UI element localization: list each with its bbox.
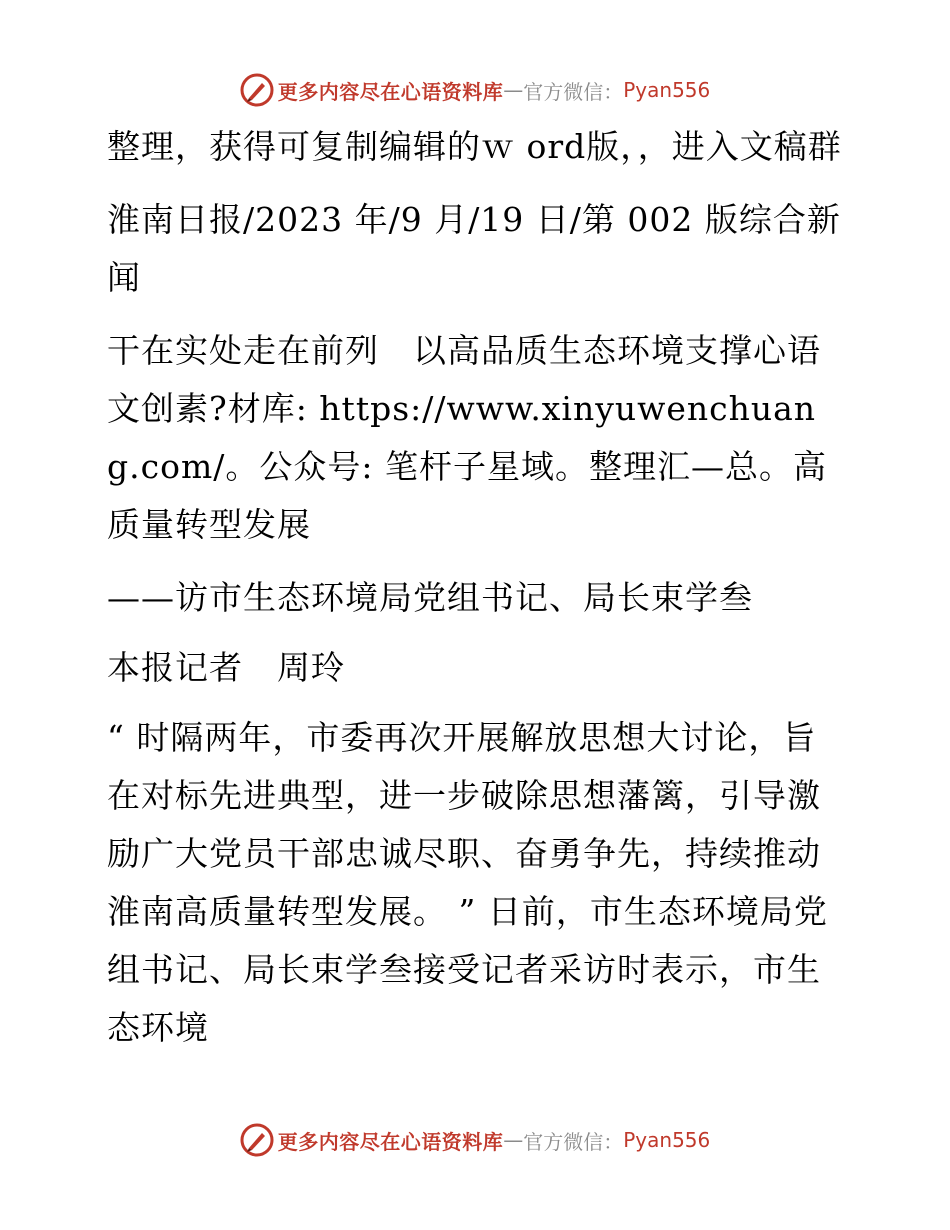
wechat-label: 官方微信：: [523, 1129, 624, 1154]
footer-watermark-banner: [0, 1120, 950, 1160]
site-name: 更多内容尽在心语资料库: [277, 1129, 504, 1154]
paragraph-headline: 干在实处走在前列 以高品质生态环境支撑心语文创素?材库: https://www.xinyuwenchuang.com/。公众号: 笔杆子星域。整理汇—总。高质量转型发展: [107, 331, 827, 544]
paragraph-notice: 整理，获得可复制编辑的ｗ ord版，，进入文稿群: [107, 127, 842, 166]
banner-separator: —: [503, 78, 524, 102]
header-watermark-banner: [0, 70, 950, 110]
pen-logo-icon: [240, 1123, 274, 1157]
document-body: [97, 118, 849, 1072]
pen-logo-icon: [240, 73, 274, 107]
site-name: 更多内容尽在心语资料库: [277, 79, 504, 104]
paragraph-body: “ 时隔两年，市委再次开展解放思想大讨论，旨在对标先进典型，进一步破除思想藩篱，引导激励广大党员干部忠诚尽职、奋勇争先，持续推动淮南高质量转型发展。 ” 日前，市生态环境局党组书记、局长束学叁接受记者采访时表示，市生态环境: [107, 718, 828, 1047]
paragraph-subtitle: ——访市生态环境局党组书记、局长束学叁: [107, 578, 753, 617]
wechat-account: Pyan556: [623, 78, 711, 102]
paragraph-byline: 本报记者 周玲: [107, 648, 345, 687]
paragraph-source: 淮南日报/2023 年/9 月/19 日/第 002 版综合新闻: [107, 200, 841, 297]
banner-separator: —: [503, 1128, 524, 1152]
wechat-account: Pyan556: [623, 1128, 711, 1152]
wechat-label: 官方微信：: [523, 79, 624, 104]
